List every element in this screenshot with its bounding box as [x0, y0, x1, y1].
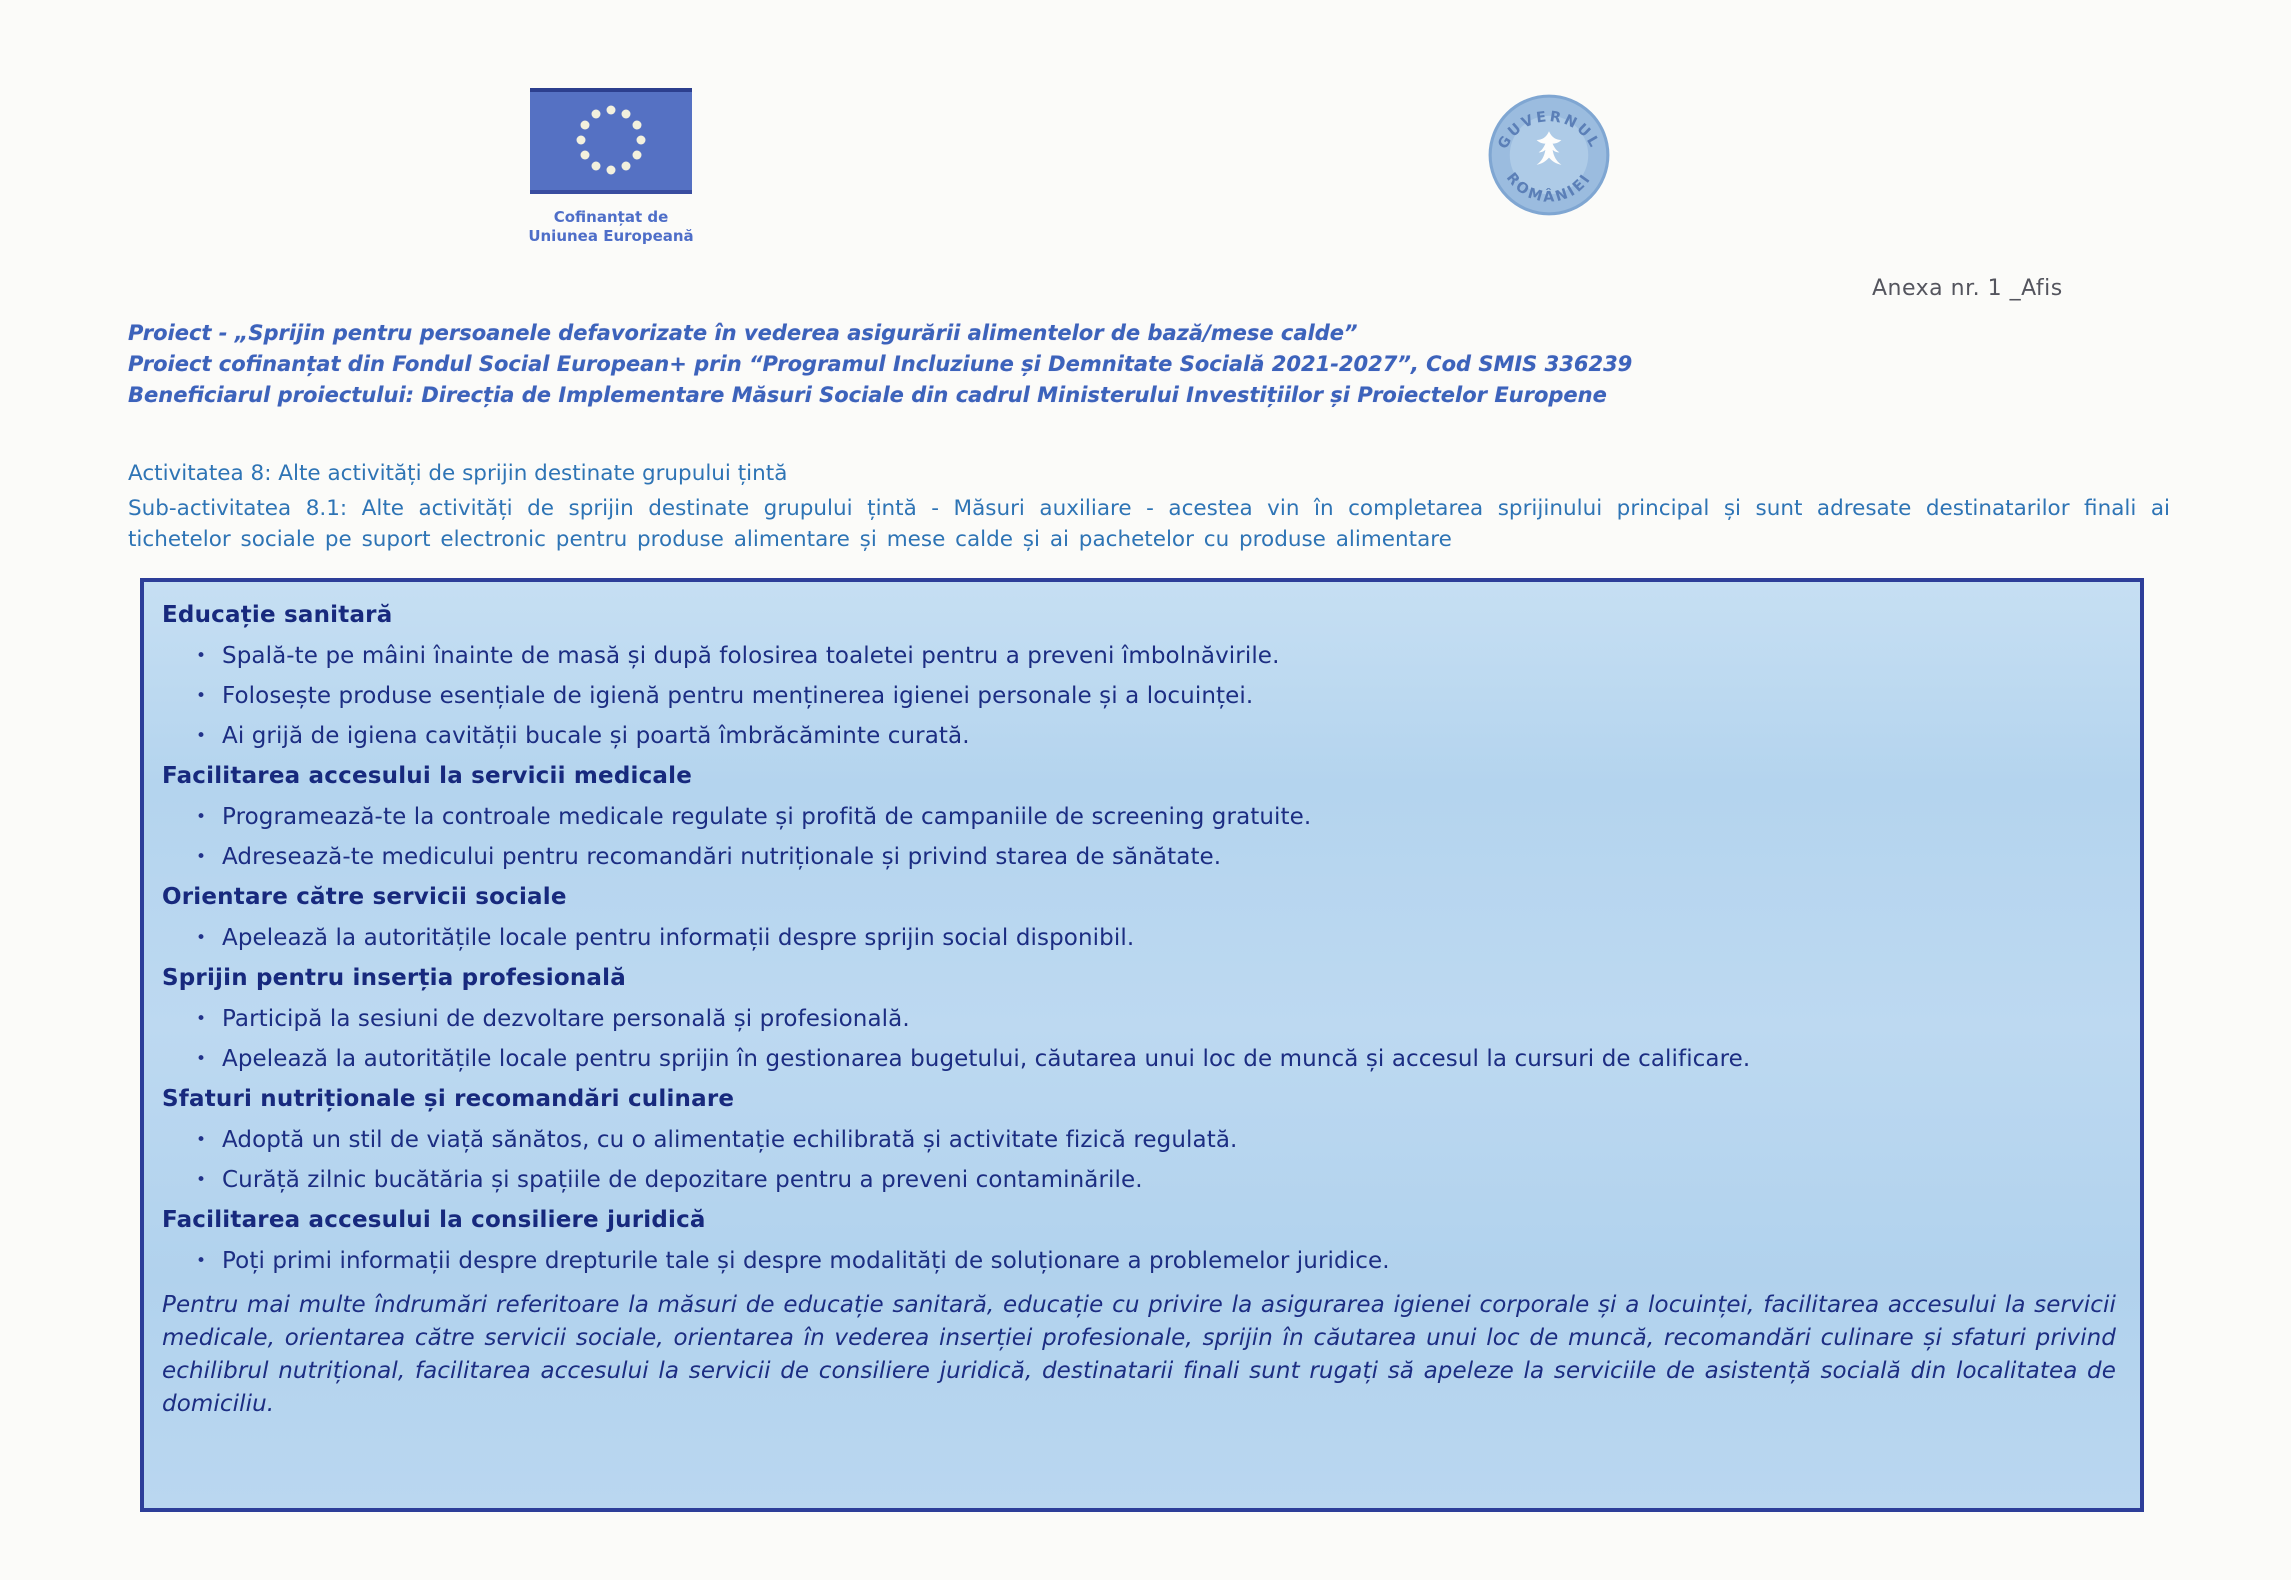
bullet-item: • Curăță zilnic bucătăria și spațiile de depozitare pentru a preveni contaminările.: [222, 1166, 2116, 1194]
section-consiliere-juridica: [162, 1206, 2116, 1275]
bullet-list: [162, 1247, 2116, 1275]
section-insertia-profesionala: [162, 964, 2116, 1073]
bullet-item: • Folosește produse esențiale de igienă pentru menținerea igienei personale și a locuinței.: [222, 682, 2116, 710]
annex-label: Anexa nr. 1 _Afis: [1872, 276, 2063, 301]
seal-bottom-text: ROMÂNIEI: [1502, 170, 1595, 206]
bullet-item: • Apelează la autoritățile locale pentru sprijin în gestionarea bugetului, căutarea unui loc de muncă și accesul la cursuri de calificare.: [222, 1045, 2116, 1073]
section-heading: Orientare către servicii sociale: [162, 884, 567, 910]
sub-activity-description: Sub-activitatea 8.1: Alte activități de sprijin destinate grupului țintă - Măsuri auxiliare - acestea vin în completarea sprijinului principal și sunt adresate destinatarilor finali ai tichetelor sociale pe suport electronic pentru produse alimentare și mese calde și ai pachetelor cu produse alimentare: [128, 496, 2170, 552]
section-heading: Sprijin pentru inserția profesională: [162, 965, 626, 991]
bullet-item: • Programează-te la controale medicale regulate și profită de campaniile de screening gratuite.: [222, 803, 2116, 831]
bullet-list: [162, 1126, 2116, 1194]
section-heading: Sfaturi nutriționale și recomandări culinare: [162, 1086, 735, 1112]
eu-caption-line1: Cofinanțat de: [553, 208, 669, 226]
government-seal-icon: [1486, 92, 1612, 218]
eu-logo-block: [528, 88, 694, 246]
section-heading: Educație sanitară: [162, 602, 393, 628]
bullet-list: [162, 924, 2116, 952]
activity-title: Activitatea 8: Alte activități de sprijin destinate grupului țintă: [128, 461, 788, 486]
seal-top-text: GUVERNUL: [1495, 109, 1603, 152]
section-sfaturi-nutritionale: [162, 1085, 2116, 1194]
project-header: [128, 318, 1632, 411]
project-title-line: Proiect - „Sprijin pentru persoanele defavorizate în vederea asigurării alimentelor de bază/mese calde”: [128, 321, 1358, 345]
bullet-item: • Poți primi informații despre drepturile tale și despre modalități de soluționare a problemelor juridice.: [222, 1247, 2116, 1275]
section-educatie-sanitara: [162, 601, 2116, 750]
bullet-item: • Apelează la autoritățile locale pentru informații despre sprijin social disponibil.: [222, 924, 2116, 952]
bullet-item: • Participă la sesiuni de dezvoltare personală și profesională.: [222, 1005, 2116, 1033]
bullet-list: [162, 803, 2116, 871]
bullet-item: • Adresează-te medicului pentru recomandări nutriționale și privind starea de sănătate.: [222, 843, 2116, 871]
info-box-footer-paragraph: Pentru mai multe îndrumări referitoare la măsuri de educație sanitară, educație cu privire la asigurarea igienei corporale și a locuinței, facilitarea accesului la servicii medicale, orientarea către servicii sociale, orientarea în vederea inserției profesionale, sprijin în căutarea unui loc de muncă, recomandări culinare și sfaturi privind echilibrul nutrițional, facilitarea accesului la servicii de consiliere juridică, destinatarii finali sunt rugați să apeleze la serviciile de asistență socială din localitatea de domiciliu.: [162, 1292, 2116, 1417]
bullet-item: • Spală-te pe mâini înainte de masă și după folosirea toaletei pentru a preveni îmbolnăvirile.: [222, 642, 2116, 670]
eu-logo-caption: [528, 208, 694, 246]
bullet-list: [162, 642, 2116, 750]
info-box: [140, 578, 2144, 1512]
section-heading: Facilitarea accesului la consiliere juridică: [162, 1207, 706, 1233]
bullet-item: • Ai grijă de igiena cavității bucale și poartă îmbrăcăminte curată.: [222, 722, 2116, 750]
section-servicii-medicale: [162, 762, 2116, 871]
eu-flag-icon: [530, 88, 692, 194]
bullet-list: [162, 1005, 2116, 1073]
eu-caption-line2: Uniunea Europeană: [528, 227, 694, 245]
bullet-item: • Adoptă un stil de viață sănătos, cu o alimentație echilibrată și activitate fizică regulată.: [222, 1126, 2116, 1154]
project-beneficiary-line: Beneficiarul proiectului: Direcția de Implementare Măsuri Sociale din cadrul Ministerului Investițiilor și Proiectelor Europene: [128, 383, 1607, 407]
project-funding-line: Proiect cofinanțat din Fondul Social European+ prin “Programul Incluziune și Demnitate Socială 2021-2027”, Cod SMIS 336239: [128, 352, 1633, 376]
activity-section: [128, 458, 2170, 555]
section-servicii-sociale: [162, 883, 2116, 952]
section-heading: Facilitarea accesului la servicii medicale: [162, 763, 693, 789]
